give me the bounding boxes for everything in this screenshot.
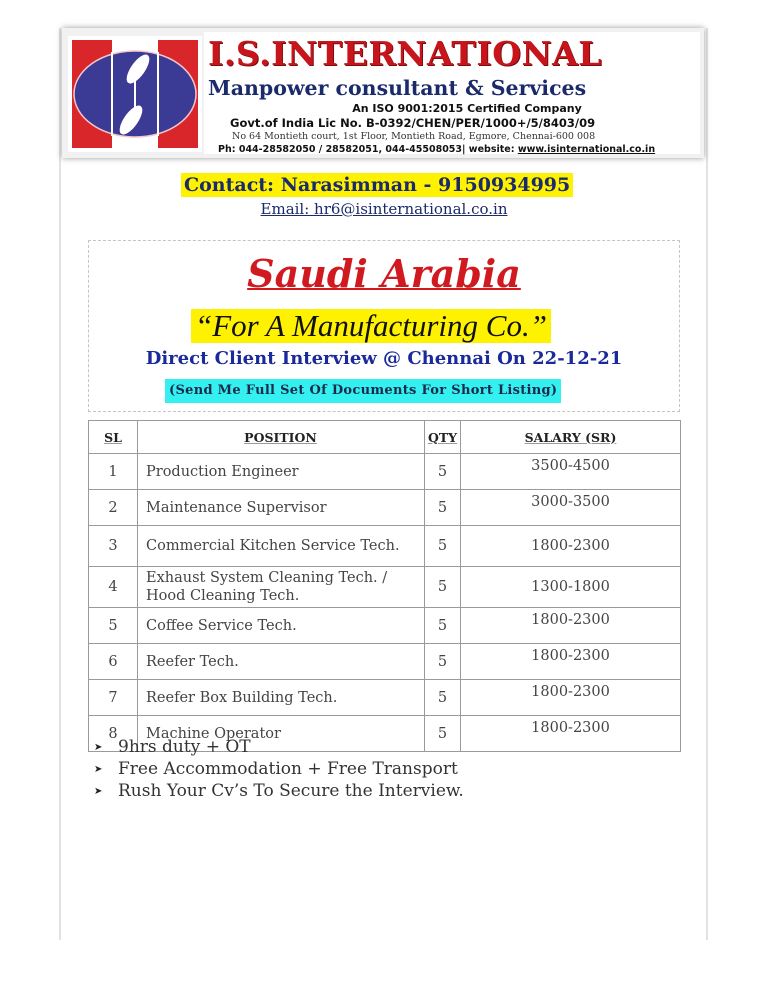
benefit-text: 9hrs duty + OT (118, 737, 251, 757)
documents-note: (Send Me Full Set Of Documents For Short Listing) (165, 379, 561, 403)
table-row (89, 526, 681, 567)
destination-country (89, 251, 679, 296)
benefit-item (94, 736, 464, 758)
row-qty: 5 (425, 716, 461, 752)
row-salary: 3500-4500 (461, 454, 681, 490)
benefit-item (94, 758, 464, 780)
row-position: Exhaust System Cleaning Tech. / Hood Cleaning Tech. (138, 567, 425, 608)
row-qty: 5 (425, 608, 461, 644)
row-position: Maintenance Supervisor (138, 490, 425, 526)
website-link[interactable]: www.isinternational.co.in (517, 144, 656, 155)
row-qty: 5 (425, 644, 461, 680)
row-qty: 5 (425, 526, 461, 567)
contact-person: Contact: Narasimman - 9150934995 (181, 173, 573, 197)
table-row (89, 644, 681, 680)
row-sl: 6 (89, 644, 138, 680)
arrowhead-bullet-icon: ➤ (94, 763, 103, 775)
row-sl: 4 (89, 567, 138, 608)
row-qty: 5 (425, 454, 461, 490)
row-salary: 1800-2300 (461, 680, 681, 716)
banner-text-block (204, 32, 700, 154)
job-announcement-box (88, 240, 680, 412)
benefits-list (94, 736, 464, 802)
row-position: Machine Operator (138, 716, 425, 752)
is-international-logo-icon (68, 36, 202, 152)
header-sl: SL (89, 421, 138, 454)
row-sl: 7 (89, 680, 138, 716)
table-row (89, 567, 681, 608)
row-position: Reefer Tech. (138, 644, 425, 680)
table-row (89, 490, 681, 526)
license-number: Govt.of India Lic No. B-0392/CHEN/PER/1000+/5/8403/09 (230, 116, 596, 130)
row-position: Production Engineer (138, 454, 425, 490)
phone-and-website (218, 144, 655, 155)
positions-table (88, 420, 681, 752)
table-row (89, 454, 681, 490)
company-tagline: Manpower consultant & Services (208, 76, 587, 100)
row-qty: 5 (425, 567, 461, 608)
row-sl: 3 (89, 526, 138, 567)
client-company: “For A Manufacturing Co.” (191, 309, 551, 343)
benefit-text: Rush Your Cv’s To Secure the Interview. (118, 781, 464, 801)
header-salary: SALARY (SR) (461, 421, 681, 454)
page-edge-right (706, 28, 708, 940)
row-qty: 5 (425, 680, 461, 716)
table-row (89, 608, 681, 644)
arrowhead-bullet-icon: ➤ (94, 785, 103, 797)
row-salary: 1800-2300 (461, 526, 681, 567)
contact-email-link[interactable]: Email: hr6@isinternational.co.in (260, 200, 508, 218)
row-sl: 5 (89, 608, 138, 644)
company-address: No 64 Montieth court, 1st Floor, Montieth Road, Egmore, Chennai-600 008 (232, 131, 596, 142)
company-banner (62, 28, 704, 158)
row-position: Reefer Box Building Tech. (138, 680, 425, 716)
page-edge-left (59, 28, 61, 940)
row-sl: 8 (89, 716, 138, 752)
company-name: I.S.INTERNATIONAL (208, 34, 602, 73)
table-row (89, 680, 681, 716)
interview-details: Direct Client Interview @ Chennai On 22-12-21 (145, 348, 623, 369)
country-label: Saudi Arabia (247, 251, 521, 296)
header-qty: QTY (425, 421, 461, 454)
phone-numbers: Ph: 044-28582050 / 28582051, 044-45508053| website: (218, 144, 518, 155)
row-position: Commercial Kitchen Service Tech. (138, 526, 425, 567)
row-qty: 5 (425, 490, 461, 526)
arrowhead-bullet-icon: ➤ (94, 741, 103, 753)
row-salary: 1800-2300 (461, 608, 681, 644)
iso-certification: An ISO 9001:2015 Certified Company (352, 102, 582, 115)
row-salary: 1300-1800 (461, 567, 681, 608)
header-position: POSITION (138, 421, 425, 454)
row-sl: 1 (89, 454, 138, 490)
row-position: Coffee Service Tech. (138, 608, 425, 644)
row-salary: 3000-3500 (461, 490, 681, 526)
benefit-item (94, 780, 464, 802)
row-sl: 2 (89, 490, 138, 526)
benefit-text: Free Accommodation + Free Transport (118, 759, 458, 779)
row-salary: 1800-2300 (461, 716, 681, 752)
table-header-row (89, 421, 681, 454)
row-salary: 1800-2300 (461, 644, 681, 680)
